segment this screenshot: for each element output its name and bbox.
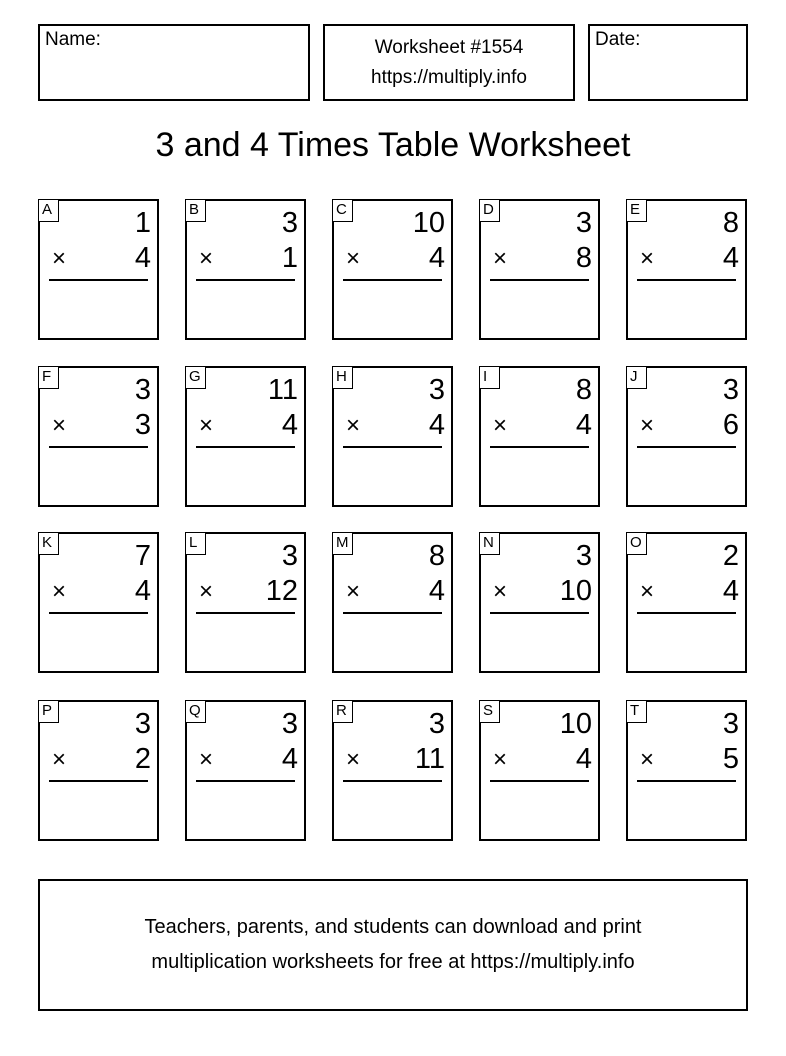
multiplicand: 10 (412, 207, 445, 239)
footer-line-2: multiplication worksheets for free at https://multiply.info (151, 951, 635, 973)
problem-letter: Q (185, 700, 206, 723)
problem-letter: P (38, 700, 59, 723)
answer-line (637, 612, 736, 614)
problem-card[interactable] (626, 700, 747, 841)
multiplicand: 1 (134, 207, 151, 239)
worksheet-website: https://multiply.info (371, 67, 527, 88)
multiplier: 4 (722, 242, 739, 274)
problem-letter: D (479, 199, 500, 222)
answer-line (49, 780, 148, 782)
problem-letter: F (38, 366, 59, 389)
problem-letter: H (332, 366, 353, 389)
multiplicand: 3 (575, 540, 592, 572)
times-sign: × (52, 746, 67, 773)
multiplicand: 8 (722, 207, 739, 239)
problem-card[interactable] (332, 700, 453, 841)
times-sign: × (640, 245, 655, 272)
multiplicand: 2 (722, 540, 739, 572)
multiplier: 10 (559, 575, 592, 607)
problem-card[interactable] (38, 700, 159, 841)
date-label: Date: (595, 29, 641, 50)
problem-letter: N (479, 532, 500, 555)
problem-card[interactable] (38, 366, 159, 507)
multiplicand: 3 (722, 708, 739, 740)
answer-line (49, 279, 148, 281)
multiplier: 4 (134, 575, 151, 607)
multiplier: 4 (575, 409, 592, 441)
multiplier: 3 (134, 409, 151, 441)
times-sign: × (493, 412, 508, 439)
problem-letter: G (185, 366, 206, 389)
times-sign: × (346, 578, 361, 605)
problem-card[interactable] (626, 199, 747, 340)
problem-letter: T (626, 700, 647, 723)
multiplier: 4 (428, 242, 445, 274)
times-sign: × (493, 578, 508, 605)
footer-line-1: Teachers, parents, and students can download and print (144, 916, 642, 938)
answer-line (637, 279, 736, 281)
answer-line (196, 446, 295, 448)
multiplier: 1 (281, 242, 298, 274)
multiplier: 4 (722, 575, 739, 607)
problem-card[interactable] (185, 199, 306, 340)
problem-card[interactable] (479, 199, 600, 340)
answer-line (196, 780, 295, 782)
problem-card[interactable] (332, 532, 453, 673)
answer-line (196, 612, 295, 614)
answer-line (490, 279, 589, 281)
problem-card[interactable] (332, 366, 453, 507)
times-sign: × (52, 412, 67, 439)
answer-line (49, 612, 148, 614)
multiplier: 4 (428, 575, 445, 607)
multiplicand: 3 (428, 708, 445, 740)
multiplicand: 3 (575, 207, 592, 239)
name-label: Name: (45, 29, 101, 50)
multiplier: 6 (722, 409, 739, 441)
multiplicand: 3 (134, 708, 151, 740)
multiplier: 4 (281, 743, 298, 775)
problem-letter: S (479, 700, 500, 723)
times-sign: × (640, 746, 655, 773)
multiplier: 8 (575, 242, 592, 274)
problem-letter: K (38, 532, 59, 555)
problem-letter: L (185, 532, 206, 555)
answer-line (343, 612, 442, 614)
multiplicand: 3 (281, 708, 298, 740)
problem-card[interactable] (38, 199, 159, 340)
answer-line (196, 279, 295, 281)
worksheet-title: 3 and 4 Times Table Worksheet (155, 126, 631, 164)
times-sign: × (493, 245, 508, 272)
multiplicand: 3 (428, 374, 445, 406)
answer-line (343, 446, 442, 448)
multiplier: 2 (134, 743, 151, 775)
multiplicand: 8 (428, 540, 445, 572)
answer-line (637, 780, 736, 782)
times-sign: × (346, 746, 361, 773)
problem-letter: J (626, 366, 647, 389)
problem-letter: M (332, 532, 353, 555)
problem-letter: A (38, 199, 59, 222)
problem-card[interactable] (479, 366, 600, 507)
multiplicand: 10 (559, 708, 592, 740)
answer-line (343, 780, 442, 782)
problem-card[interactable] (626, 366, 747, 507)
multiplier: 4 (575, 743, 592, 775)
multiplicand: 3 (134, 374, 151, 406)
footer-box (38, 879, 748, 1011)
times-sign: × (493, 746, 508, 773)
multiplier: 4 (281, 409, 298, 441)
problem-card[interactable] (38, 532, 159, 673)
problem-card[interactable] (332, 199, 453, 340)
problem-letter: C (332, 199, 353, 222)
problem-card[interactable] (185, 532, 306, 673)
multiplicand: 8 (575, 374, 592, 406)
problem-card[interactable] (479, 532, 600, 673)
multiplicand: 3 (722, 374, 739, 406)
times-sign: × (640, 578, 655, 605)
times-sign: × (52, 578, 67, 605)
problem-card[interactable] (479, 700, 600, 841)
multiplicand: 3 (281, 207, 298, 239)
problem-card[interactable] (185, 366, 306, 507)
answer-line (49, 446, 148, 448)
problem-card[interactable] (626, 532, 747, 673)
problem-letter: B (185, 199, 206, 222)
answer-line (490, 612, 589, 614)
multiplicand: 7 (134, 540, 151, 572)
multiplier: 4 (134, 242, 151, 274)
multiplier: 12 (265, 575, 298, 607)
times-sign: × (199, 412, 214, 439)
answer-line (490, 446, 589, 448)
multiplicand: 3 (281, 540, 298, 572)
times-sign: × (52, 245, 67, 272)
problem-letter: O (626, 532, 647, 555)
times-sign: × (346, 245, 361, 272)
times-sign: × (199, 578, 214, 605)
multiplier: 5 (722, 743, 739, 775)
times-sign: × (640, 412, 655, 439)
problem-letter: E (626, 199, 647, 222)
times-sign: × (199, 746, 214, 773)
worksheet-number: Worksheet #1554 (374, 37, 524, 58)
times-sign: × (199, 245, 214, 272)
answer-line (490, 780, 589, 782)
answer-line (637, 446, 736, 448)
multiplier: 11 (414, 743, 445, 775)
multiplicand: 11 (267, 374, 298, 406)
answer-line (343, 279, 442, 281)
multiplier: 4 (428, 409, 445, 441)
problem-letter: R (332, 700, 353, 723)
problem-letter: I (479, 366, 500, 389)
problem-card[interactable] (185, 700, 306, 841)
times-sign: × (346, 412, 361, 439)
